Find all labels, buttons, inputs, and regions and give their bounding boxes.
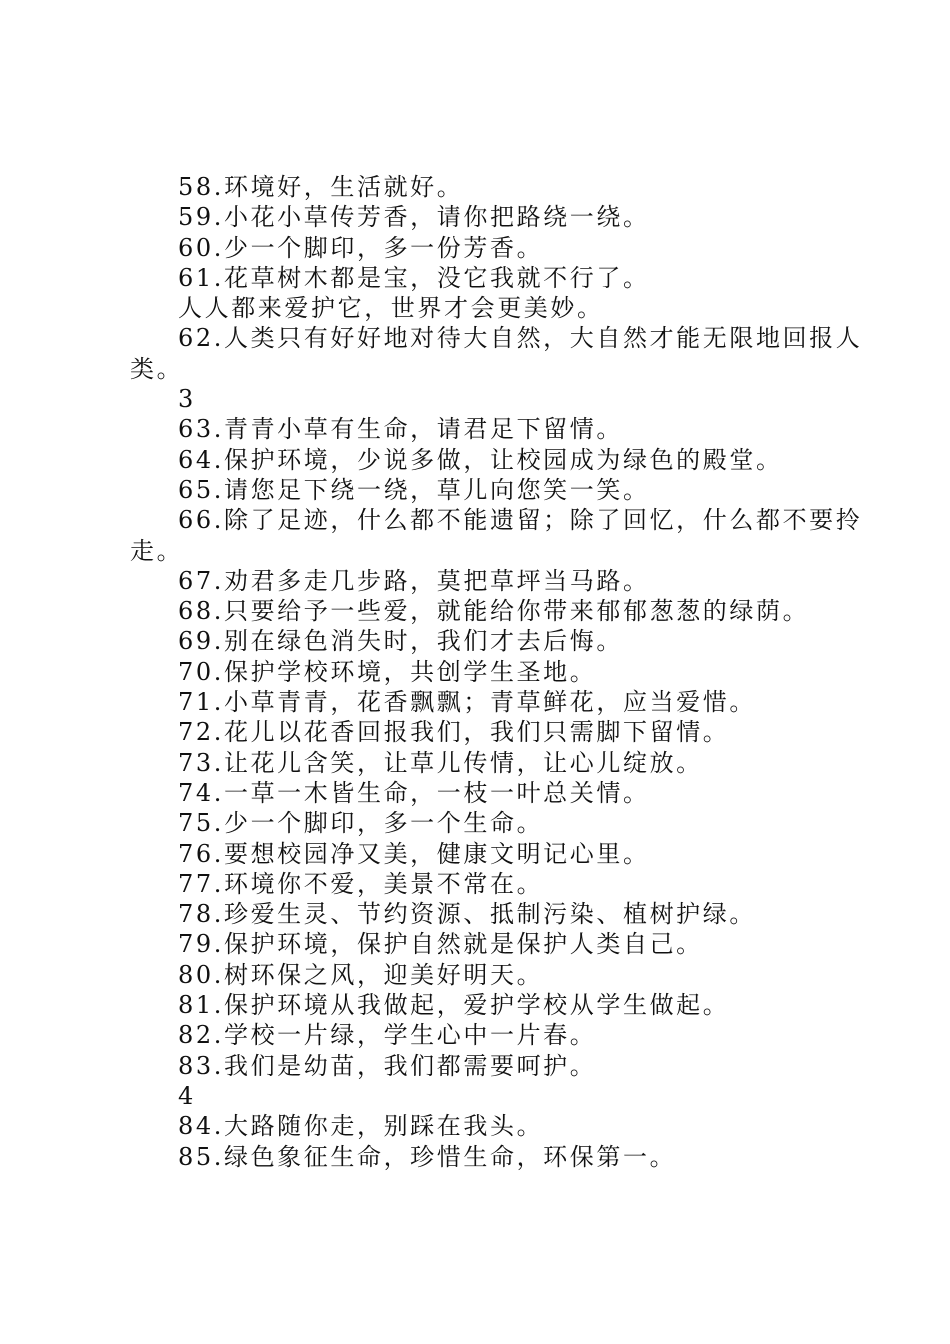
slogan-line-59: 59.小花小草传芳香，请你把路绕一绕。 [178,203,650,232]
slogan-line-62-wrap: 类。 [130,354,184,383]
slogan-line-81: 81.保护环境从我做起，爱护学校从学生做起。 [178,991,730,1020]
slogan-line-74: 74.一草一木皆生命，一枝一叶总关情。 [178,778,650,807]
slogan-line-82: 82.学校一片绿，学生心中一片春。 [178,1021,597,1050]
slogan-line-62: 62.人类只有好好地对待大自然，大自然才能无限地回报人 [178,324,863,353]
slogan-line-84: 84.大路随你走，别踩在我头。 [178,1112,544,1141]
slogan-line-68: 68.只要给予一些爱，就能给你带来郁郁葱葱的绿荫。 [178,597,810,626]
slogan-line-69: 69.别在绿色消失时，我们才去后悔。 [178,627,623,656]
slogan-line-66: 66.除了足迹，什么都不能遗留；除了回忆，什么都不要拎 [178,506,863,535]
slogan-line-73: 73.让花儿含笑，让草儿传情，让心儿绽放。 [178,748,703,777]
slogan-line-67: 67.劝君多走几步路，莫把草坪当马路。 [178,566,650,595]
slogan-line-77: 77.环境你不爱，美景不常在。 [178,869,544,898]
slogan-line-78: 78.珍爱生灵、节约资源、抵制污染、植树护绿。 [178,900,756,929]
slogan-line-83: 83.我们是幼苗，我们都需要呵护。 [178,1051,597,1080]
slogan-line-63: 63.青青小草有生命，请君足下留情。 [178,415,623,444]
slogan-line-66-wrap: 走。 [130,536,184,565]
slogan-line-76: 76.要想校园净又美，健康文明记心里。 [178,839,650,868]
slogan-line-80: 80.树环保之风，迎美好明天。 [178,960,544,989]
slogan-line-60: 60.少一个脚印，多一份芳香。 [178,233,544,262]
slogan-line-72: 72.花儿以花香回报我们，我们只需脚下留情。 [178,718,730,747]
document-body [130,172,863,1172]
slogan-line-85: 85.绿色象征生命，珍惜生命，环保第一。 [178,1142,677,1171]
page-number-marker: 3 [178,385,194,414]
slogan-line-61: 61.花草树木都是宝，没它我就不行了。 [178,263,650,292]
slogan-line-64: 64.保护环境，少说多做，让校园成为绿色的殿堂。 [178,445,783,474]
slogan-line-58: 58.环境好，生活就好。 [178,173,464,201]
page-number-marker: 4 [178,1081,194,1110]
slogan-line-79: 79.保护环境，保护自然就是保护人类自己。 [178,930,703,959]
slogan-line-71: 71.小草青青，花香飘飘；青草鲜花，应当爱惜。 [178,688,756,717]
slogan-line-65: 65.请您足下绕一绕，草儿向您笑一笑。 [178,475,650,504]
slogan-line-70: 70.保护学校环境，共创学生圣地。 [178,657,597,686]
slogan-line-75: 75.少一个脚印，多一个生命。 [178,809,544,838]
slogan-line-61-continuation: 人人都来爱护它，世界才会更美妙。 [178,294,604,323]
